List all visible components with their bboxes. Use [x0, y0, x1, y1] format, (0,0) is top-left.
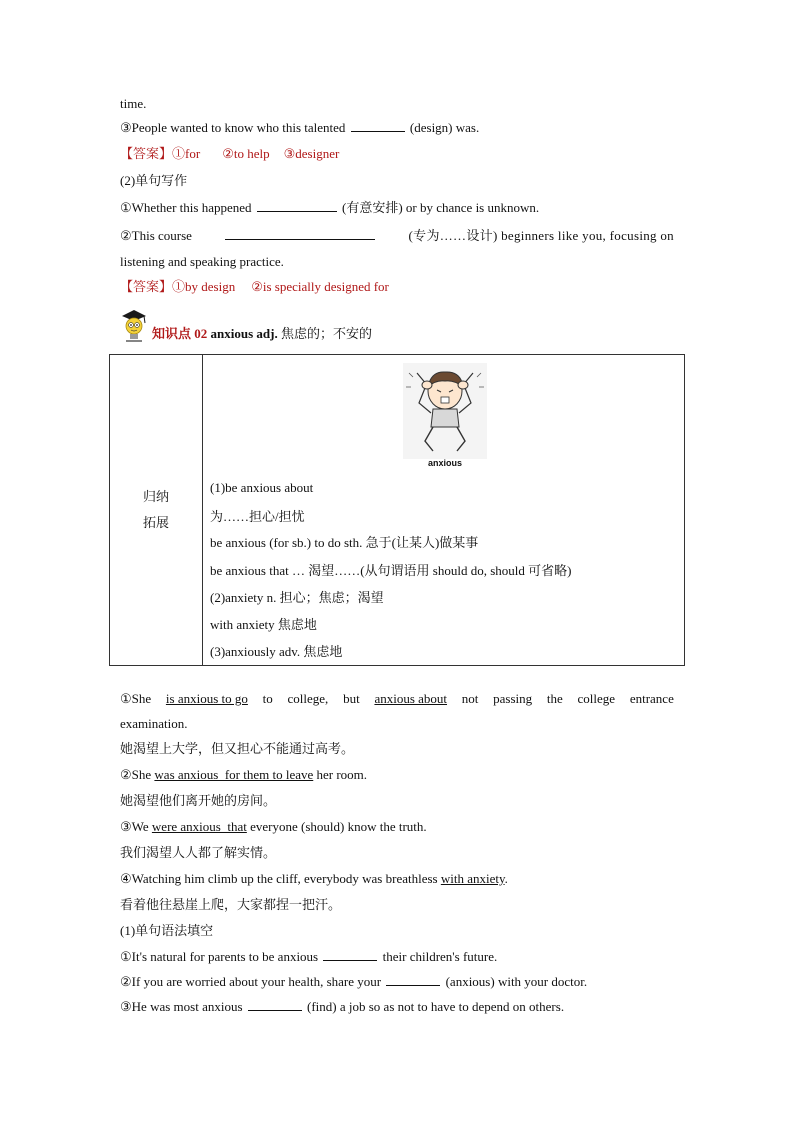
q3-text-post: (design) was. [409, 120, 480, 135]
table-line-2: 为……担心/担忧 [210, 509, 305, 524]
e1-w10: entrance [629, 691, 674, 706]
e1-w0: ①She [120, 691, 152, 706]
e2-pre: ②She [120, 767, 152, 782]
left-label-1: 归纳 [142, 489, 169, 504]
answer-blank [351, 119, 405, 132]
answer-blank [386, 973, 440, 986]
example-1-translation: 她渴望上大学，但又担心不能通过高考。 [120, 741, 355, 756]
exercise-q1-line [120, 948, 497, 966]
table-left-cell [110, 355, 203, 666]
e2-post: her room. [316, 767, 368, 782]
example-3-line [120, 818, 427, 836]
w1-post: (有意安排) or by chance is unknown. [342, 200, 540, 215]
answer-label: 【答案】 [120, 146, 173, 161]
e1-w4: but [343, 691, 360, 706]
exercise-q2-line [120, 973, 587, 991]
text-line-time: time. [120, 96, 147, 111]
image-caption: anxious [427, 458, 462, 468]
example-3-translation: 我们渴望人人都了解实情。 [120, 845, 277, 860]
e1-w3: college, [287, 691, 329, 706]
table-line-6: with anxiety 焦虑地 [210, 617, 317, 632]
answer-b: ②is specially designed for [251, 279, 389, 294]
ex-q1-post: their children's future. [382, 949, 498, 964]
answer-blank [323, 948, 377, 961]
e4-post: . [504, 871, 508, 886]
w1-pre: ①Whether this happened [120, 200, 252, 215]
e2-underlined: was anxious for them to leave [154, 767, 314, 782]
q3-text-pre: ③People wanted to know who this talented [120, 120, 346, 135]
e1-w2: to [262, 691, 273, 706]
kp-label: 知识点 02 [152, 326, 208, 341]
table-right-cell [203, 355, 685, 666]
left-label-2: 拓展 [142, 515, 169, 530]
exercise-q3-line [120, 998, 564, 1016]
writing-q1-line [120, 199, 539, 217]
e4-pre: ④Watching him climb up the cliff, everybody was breathless [120, 871, 438, 886]
example-1-cont: examination. [120, 716, 188, 731]
e1-w5: anxious about [374, 691, 448, 706]
e3-underlined: were anxious that [151, 819, 247, 834]
ex-q3-post: (find) a job so as not to have to depend on others. [307, 999, 565, 1014]
anxious-boy-illustration [403, 363, 487, 467]
ex-q3-pre: ③He was most anxious [120, 999, 243, 1014]
answer-c: ③designer [283, 146, 340, 161]
answer-blank [257, 199, 337, 212]
answer-blank [248, 998, 302, 1011]
knowledge-point-heading [120, 304, 372, 344]
answer-a: ①for [172, 146, 201, 161]
ex-q1-pre: ①It's natural for parents to be anxious [120, 949, 319, 964]
answer-line-2 [120, 278, 389, 296]
example-4-translation: 看着他往悬崖上爬，大家都捏一把汗。 [120, 897, 342, 912]
answer-blank [225, 227, 375, 240]
e1-w7: passing [493, 691, 533, 706]
table-line-3: be anxious (for sb.) to do sth. 急于(让某人)做某事 [210, 535, 479, 550]
writing-q2-line [120, 227, 674, 245]
e1-w9: college [577, 691, 616, 706]
table-line-7: (3)anxiously adv. 焦虑地 [210, 644, 343, 659]
e1-w1: is anxious to go [165, 691, 248, 706]
ex-q2-pre: ②If you are worried about your health, share your [120, 974, 382, 989]
example-1-line [120, 690, 674, 708]
answer-b: ②to help [222, 146, 270, 161]
e4-underlined: with anxiety [440, 871, 505, 886]
w2-pre: ②This course [120, 228, 192, 243]
table-line-5: (2)anxiety n. 担心；焦虑；渴望 [210, 590, 384, 605]
ex-q2-post: (anxious) with your doctor. [445, 974, 588, 989]
writing-q2-cont: listening and speaking practice. [120, 254, 284, 269]
example-4-line [120, 870, 508, 888]
w2-post: (专为……设计) beginners like you, focusing on [408, 228, 674, 243]
table-line-4: be anxious that … 渴望……(从句谓语用 should do, should 可省略) [210, 563, 572, 578]
kp-definition: 焦虑的；不安的 [280, 326, 372, 341]
e3-post: everyone (should) know the truth. [250, 819, 427, 834]
exercise-title: (1)单句语法填空 [120, 923, 214, 938]
kp-word: anxious adj. [210, 326, 278, 341]
knowledge-point-title [152, 323, 372, 344]
answer-line-1 [120, 145, 339, 163]
example-2-translation: 她渴望他们离开她的房间。 [120, 793, 277, 808]
table-line-1: (1)be anxious about [210, 480, 314, 495]
e1-w8: the [546, 691, 563, 706]
answer-label: 【答案】 [120, 279, 173, 294]
answer-a: ①by design [172, 279, 236, 294]
lightbulb-thinker-icon [120, 308, 148, 344]
example-2-line [120, 766, 367, 784]
summary-table [109, 354, 685, 666]
e1-w6: not [461, 691, 479, 706]
section-title-writing: (2)单句写作 [120, 173, 188, 188]
e3-pre: ③We [120, 819, 149, 834]
exercise-q3-line [120, 119, 479, 137]
